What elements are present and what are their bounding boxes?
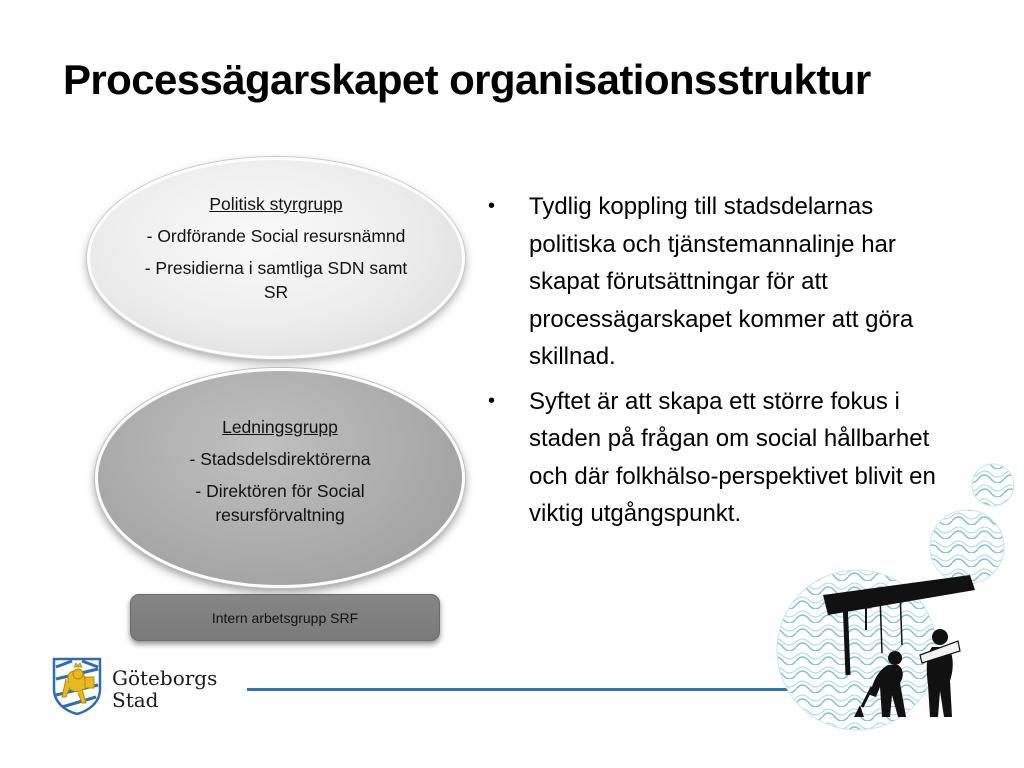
political-steering-group-ellipse <box>87 157 465 359</box>
logo-wordmark <box>112 667 217 711</box>
bullet-marker: • <box>488 195 496 217</box>
logo-line-1: Göteborgs <box>112 666 218 690</box>
footer-divider <box>247 688 795 691</box>
bullet-text: Syftet är att skapa ett större fokus i staden på frågan om social hållbarhet och där folkhälso-perspektivet blivit en viktig utgångspunkt. <box>529 387 936 527</box>
political-steering-group-member-2: - Presidierna i samtliga SDN samt SR <box>144 258 408 302</box>
bullet-marker: • <box>488 389 496 412</box>
bullet-text: Tydlig koppling till stadsdelarnas politiska och tjänstemannalinje har skapat förutsättningar för att processägarskapet kommer att göra skillnad. <box>529 193 914 370</box>
city-crest-icon <box>52 657 102 715</box>
management-group-member-1: - Stadsdelsdirektörerna <box>189 448 371 469</box>
logo-line-2: Stad <box>112 688 159 712</box>
internal-working-group-label: Intern arbetsgrupp SRF <box>211 609 359 626</box>
construction-workers-illustration <box>770 455 1024 755</box>
slide-title: Processägarskapet organisationsstruktur <box>63 56 871 103</box>
management-group-heading: Ledningsgrupp <box>222 416 338 437</box>
bullet-item <box>488 188 966 376</box>
political-steering-group-heading: Politisk styrgrupp <box>209 194 343 214</box>
political-steering-group-member-1: - Ordförande Social resursnämnd <box>146 226 406 246</box>
goteborgs-stad-logo <box>52 657 227 715</box>
management-group-ellipse <box>95 368 465 588</box>
internal-working-group-box <box>130 594 440 641</box>
management-group-member-2: - Direktören för Social resursförvaltning <box>195 480 365 525</box>
